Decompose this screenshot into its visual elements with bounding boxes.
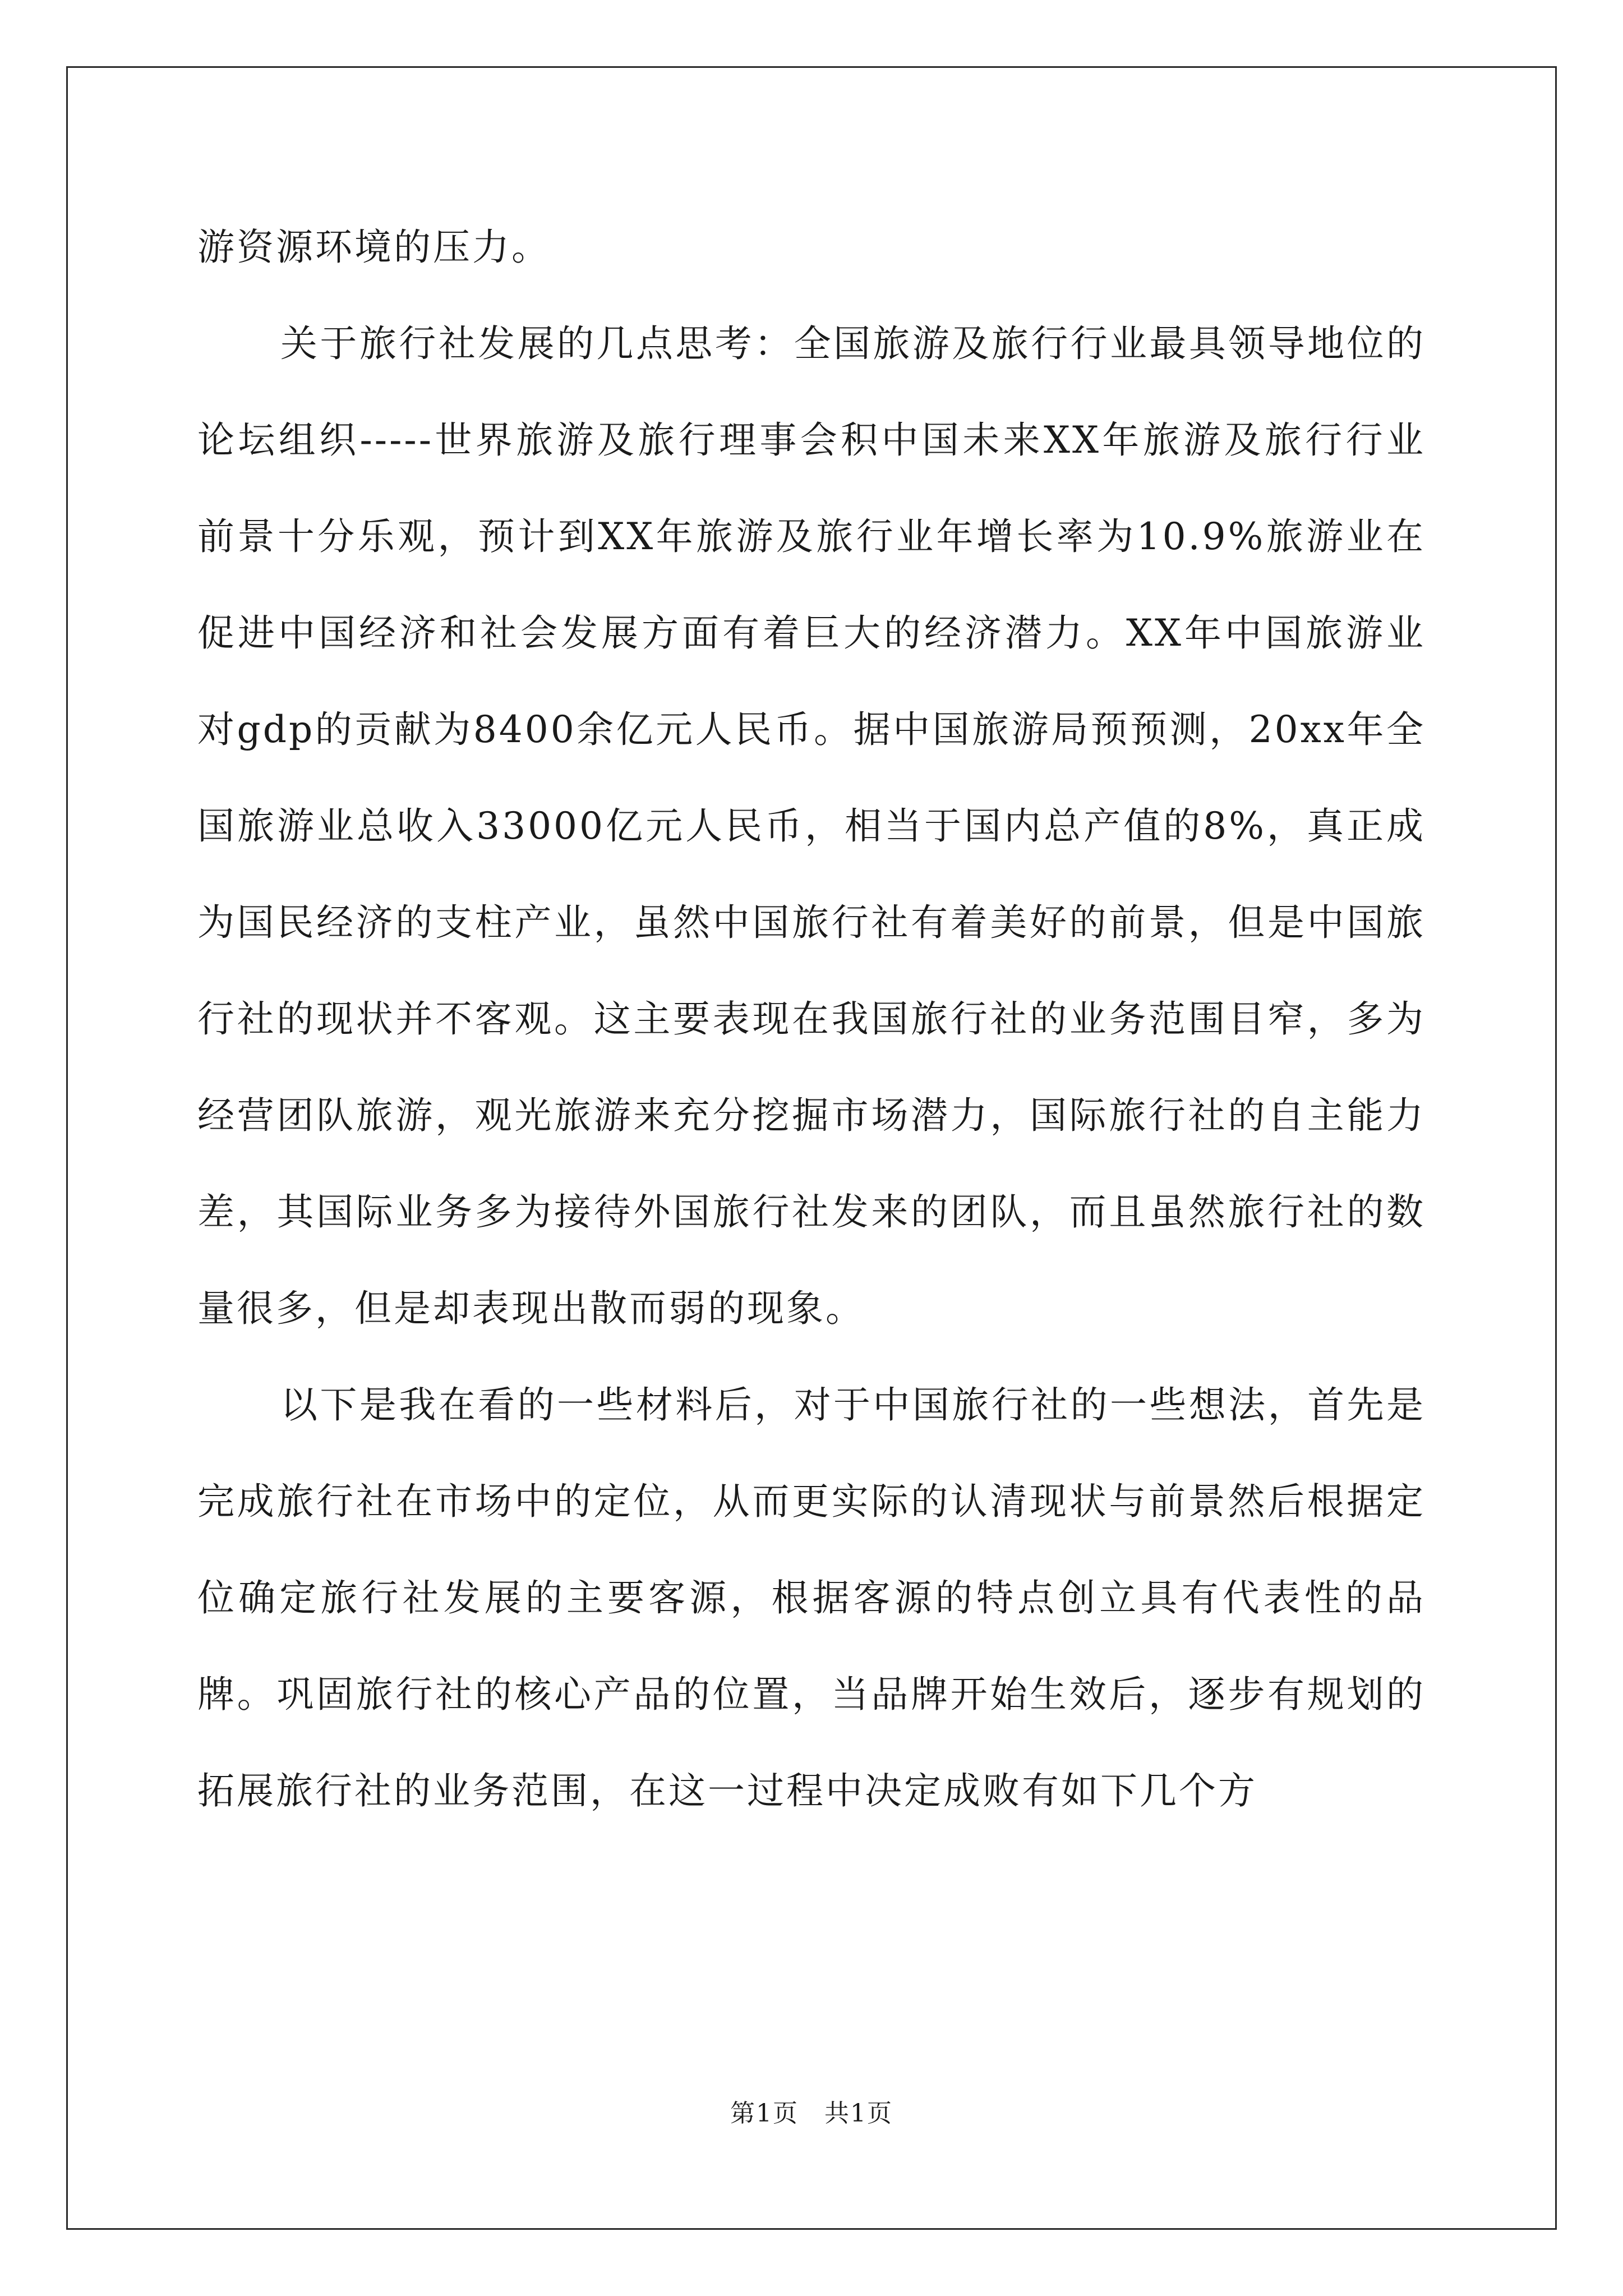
page-footer	[0, 2097, 1623, 2131]
document-body	[197, 199, 1426, 1839]
paragraph-travel-agency-thoughts: 关于旅行社发展的几点思考：全国旅游及旅行行业最具领导地位的论坛组织-----世界旅游及旅行理事会积中国未来XX年旅游及旅行行业前景十分乐观，预计到XX年旅游及旅行业年增长率为10.9%旅游业在促进中国经济和社会发展方面有着巨大的经济潜力。XX年中国旅游业对gdp的贡献为8400余亿元人民币。据中国旅游局预预测，20xx年全国旅游业总收入33000亿元人民币，相当于国内总产值的8%，真正成为国民经济的支柱产业，虽然中国旅行社有着美好的前景，但是中国旅行社的现状并不客观。这主要表现在我国旅行社的业务范围目窄，多为经营团队旅游，观光旅游来充分挖掘市场潜力，国际旅行社的自主能力差，其国际业务多为接待外国旅行社发来的团队，而且虽然旅行社的数量很多，但是却表现出散而弱的现象。	[197, 322, 1426, 1330]
page-total: 共1页	[824, 2099, 893, 2128]
page-number: 第1页	[730, 2099, 799, 2128]
paragraph-continuation: 游资源环境的压力。	[197, 226, 551, 269]
paragraph-personal-ideas: 以下是我在看的一些材料后，对于中国旅行社的一些想法，首先是完成旅行社在市场中的定位，从而更实际的认清现状与前景然后根据定位确定旅行社发展的主要客源，根据客源的特点创立具有代表性的品牌。巩固旅行社的核心产品的位置，当品牌开始生效后，逐步有规划的拓展旅行社的业务范围，在这一过程中决定成败有如下几个方	[197, 1383, 1426, 1812]
